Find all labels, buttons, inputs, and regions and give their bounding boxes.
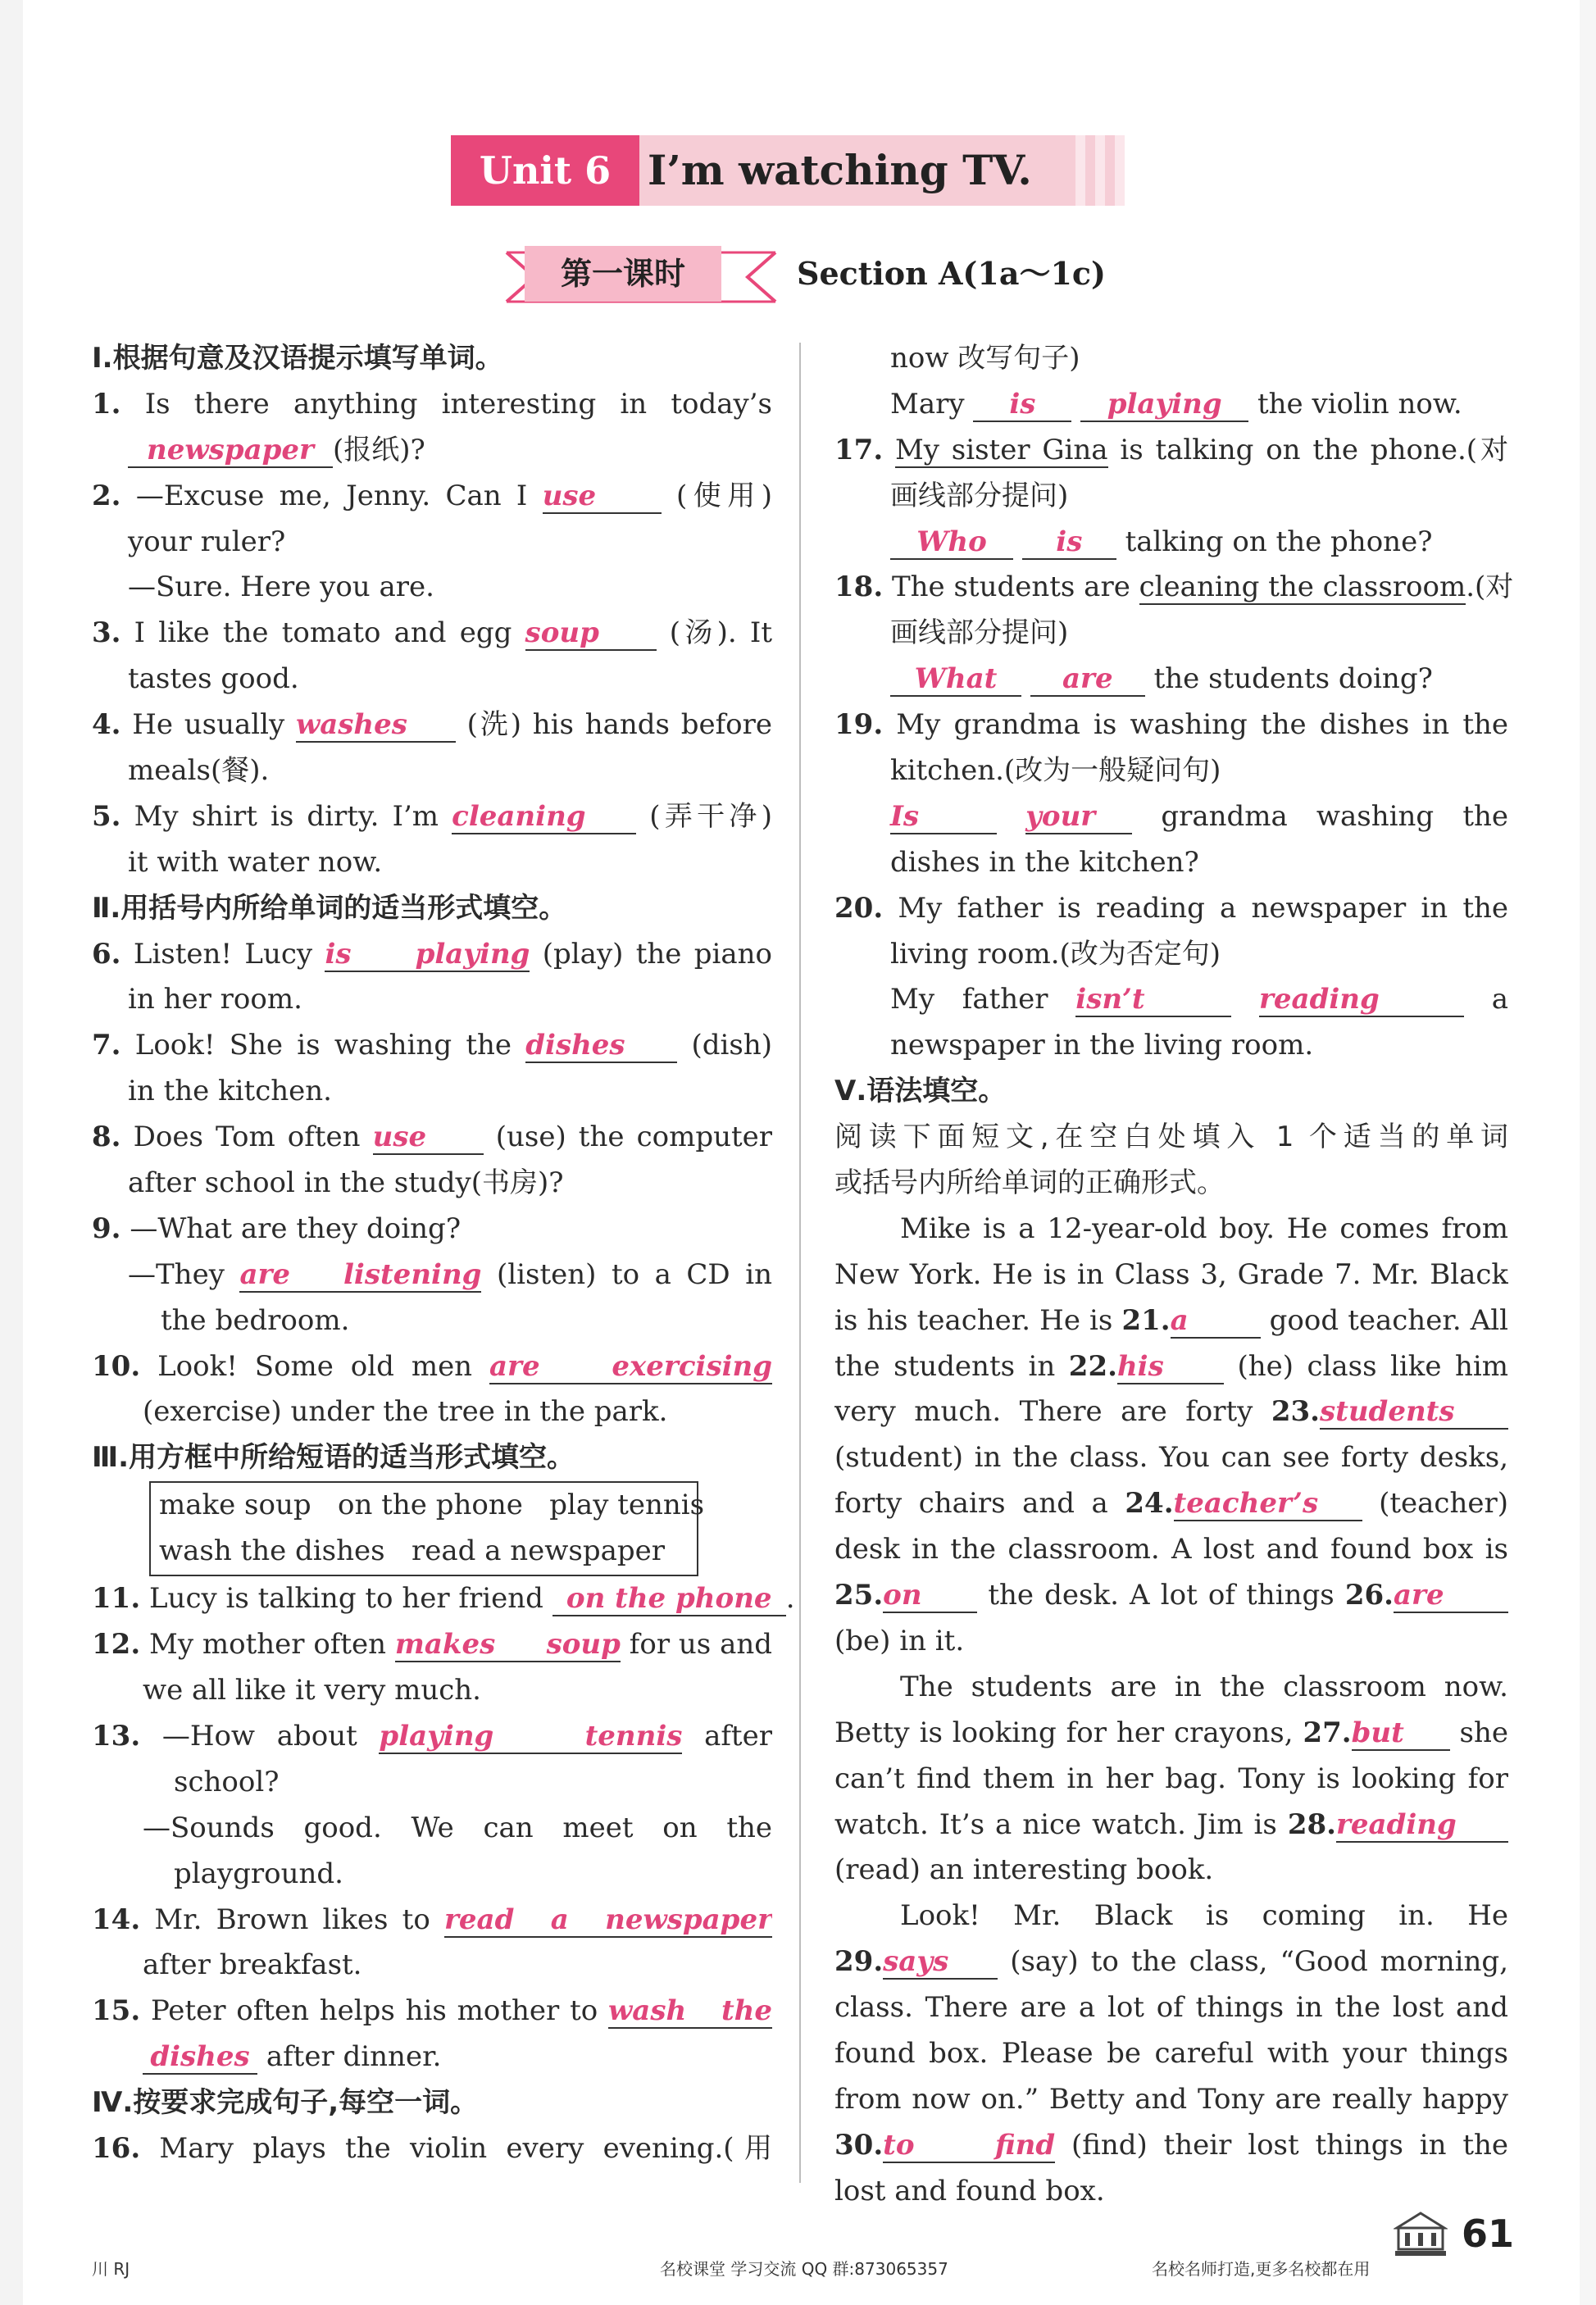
answer-blank[interactable]: on the phone — [552, 1582, 786, 1616]
answer-blank[interactable]: teacher’s — [1174, 1487, 1362, 1521]
question-1: 1. Is there anything interesting in today’s — [92, 387, 772, 421]
question-12-cont: we all like it very much. — [143, 1674, 481, 1707]
question-6: 6. Listen! Lucy is playing (play) the piano — [92, 937, 772, 971]
question-20-cont: living room.(改为否定句) — [890, 937, 1221, 971]
footer-slogan: 名校名师打造,更多名校都在用 — [1152, 2259, 1371, 2279]
answer-blank[interactable]: What — [890, 662, 1021, 697]
question-4-cont: meals(餐). — [128, 754, 270, 788]
answer-blank[interactable]: but — [1352, 1716, 1450, 1751]
section-heading: Ⅱ.用括号内所给单词的适当形式填空。 — [92, 891, 567, 925]
passage-line: Betty is looking for her crayons, 27.but she — [834, 1716, 1508, 1749]
question-13-cont: school? — [174, 1765, 280, 1798]
answer-blank[interactable]: a — [1171, 1304, 1261, 1339]
phrase-box — [149, 1481, 705, 1576]
question-8: 8. Does Tom often use (use) the computer — [92, 1121, 772, 1154]
question-19-cont: dishes in the kitchen? — [890, 845, 1199, 879]
answer-blank[interactable]: your — [1025, 800, 1132, 834]
question-2-cont: —Sure. Here you are. — [128, 571, 434, 604]
school-logo-icon — [1394, 2210, 1448, 2259]
question-4: 4. He usually washes (洗) his hands before — [92, 708, 772, 742]
question-14-cont: after breakfast. — [143, 1948, 362, 1982]
question-13-cont: playground. — [174, 1857, 343, 1890]
answer-blank[interactable]: newspaper — [128, 434, 333, 468]
question-10: 10. Look! Some old men are exercising — [92, 1349, 772, 1383]
question-19: 19. My grandma is washing the dishes in the — [834, 708, 1508, 742]
question-16-cont: now 改写句子) — [890, 342, 1080, 375]
page-number: 61 — [1462, 2212, 1515, 2256]
instruction: 或括号内所给单词的正确形式。 — [834, 1166, 1225, 1200]
question-7: 7. Look! She is washing the dishes (dish) — [92, 1029, 772, 1062]
question-20: 20. My father is reading a newspaper in the — [834, 891, 1508, 925]
answer-blank[interactable]: are — [1394, 1579, 1508, 1613]
passage-line: desk in the classroom. A lost and found box is — [834, 1533, 1508, 1566]
passage-line: watch. It’s a nice watch. Jim is 28.reading — [834, 1803, 1508, 1848]
answer-blank[interactable]: is — [973, 388, 1071, 422]
passage-line: is his teacher. He is 21.a good teacher. All — [834, 1303, 1508, 1337]
question-2: 2. —Excuse me, Jenny. Can I use (使用) — [92, 479, 772, 512]
question-8-cont: after school in the study(书房)? — [128, 1166, 564, 1200]
answer-blank[interactable]: read a newspaper — [444, 1903, 772, 1936]
passage-line: (be) in it. — [834, 1624, 965, 1657]
answer-blank[interactable]: use — [373, 1121, 484, 1155]
answer-blank[interactable]: reading — [1336, 1808, 1508, 1843]
question-19-answer: Is your grandma washing the — [890, 799, 1508, 833]
right-column — [834, 336, 1514, 2215]
question-3-cont: tastes good. — [128, 662, 299, 696]
question-20-cont: newspaper in the living room. — [890, 1029, 1314, 1062]
section-heading: Ⅰ.根据句意及汉语提示填写单词。 — [92, 342, 503, 375]
question-13-cont: —Sounds good. We can meet on the — [143, 1811, 772, 1844]
answer-blank[interactable]: is — [1022, 525, 1116, 560]
answer-blank[interactable]: Is — [890, 800, 997, 834]
answer-blank[interactable]: says — [883, 1945, 998, 1980]
passage-line: lost and found box. — [834, 2174, 1105, 2207]
answer-blank[interactable]: students — [1320, 1395, 1508, 1430]
answer-blank[interactable]: isn’t — [1075, 983, 1231, 1017]
passage-line: Mike is a 12-year-old boy. He comes from — [900, 1212, 1508, 1245]
answer-blank[interactable]: is playing — [325, 937, 530, 971]
question-15: 15. Peter often helps his mother to wash the — [92, 1994, 772, 2028]
phrase-row: make soup on the phone play tennis — [159, 1489, 705, 1522]
question-16: 16. Mary plays the violin every evening.(用 — [92, 2131, 772, 2165]
answer-blank[interactable]: washes — [296, 708, 456, 743]
question-14: 14. Mr. Brown likes to read a newspaper — [92, 1903, 772, 1936]
passage-line: The students are in the classroom now. — [900, 1670, 1508, 1703]
passage-line: 25.on the desk. A lot of things 26.are — [834, 1573, 1508, 1619]
banner-stripe — [1066, 135, 1125, 206]
lesson-label: 第一课时 — [560, 256, 685, 292]
passage-line: (read) an interesting book. — [834, 1853, 1214, 1887]
phrase-row: wash the dishes read a newspaper — [159, 1534, 666, 1568]
answer-blank[interactable]: are listening — [239, 1257, 482, 1291]
section-label: Section A(1a～1c) — [797, 255, 1107, 292]
question-10-cont: (exercise) under the tree in the park. — [143, 1395, 668, 1429]
answer-blank[interactable]: to find — [883, 2128, 1056, 2162]
answer-blank[interactable]: his — [1117, 1350, 1224, 1384]
question-12: 12. My mother often makes soup for us and — [92, 1628, 772, 1662]
question-3: 3. I like the tomato and egg soup (汤). It — [92, 616, 772, 650]
instruction: 阅读下面短文,在空白处填入 1 个适当的单词 — [834, 1121, 1508, 1154]
underlined-text: My sister Gina — [894, 433, 1108, 466]
question-9-cont: —They are listening (listen) to a CD in — [128, 1257, 772, 1291]
question-9: 9. —What are they doing? — [92, 1212, 462, 1245]
passage-line: Look! Mr. Black is coming in. He — [900, 1899, 1508, 1933]
answer-blank[interactable]: are exercising — [489, 1349, 772, 1383]
question-15-cont: dishes after dinner. — [92, 2034, 772, 2080]
passage-line: New York. He is in Class 3, Grade 7. Mr. Black — [834, 1257, 1508, 1291]
unit-title: I’m watching TV. — [648, 146, 1032, 194]
question-2-cont: your ruler? — [128, 525, 286, 558]
answer-blank[interactable]: reading — [1259, 983, 1464, 1017]
answer-blank[interactable]: dishes — [525, 1029, 677, 1063]
question-11: 11. Lucy is talking to her friend on the phone . — [92, 1582, 795, 1616]
passage-line: 29.says (say) to the class, “Good morning, — [834, 1945, 1508, 1979]
question-5: 5. My shirt is dirty. I’m cleaning (弄干净) — [92, 799, 772, 833]
footer-edition: 川 RJ — [92, 2259, 130, 2279]
underlined-text: cleaning the classroom — [1139, 571, 1466, 604]
answer-blank[interactable]: dishes — [143, 2040, 257, 2075]
passage-line: very much. There are forty 23.students — [834, 1389, 1508, 1435]
answer-blank[interactable]: use — [543, 480, 662, 514]
column-divider — [799, 343, 801, 2183]
answer-blank[interactable]: playing — [1080, 388, 1248, 422]
passage-line: from now on.” Betty and Tony are really happy — [834, 2082, 1508, 2116]
passage-line: 30.to find (find) their lost things in the — [834, 2128, 1508, 2162]
question-16-answer: Mary is playing the violin now. — [890, 387, 1462, 421]
question-1-cont: newspaper (报纸)? — [92, 428, 772, 474]
question-18: 18. The students are cleaning the classroom.(对 — [834, 571, 1514, 604]
section-heading: Ⅲ.用方框中所给短语的适当形式填空。 — [92, 1441, 575, 1475]
passage-line: class. There are a lot of things in the lost and — [834, 1991, 1508, 2025]
answer-blank[interactable]: are — [1030, 662, 1145, 697]
question-13: 13. —How about playing tennis after — [92, 1719, 772, 1753]
question-18-answer: What are the students doing? — [834, 657, 1508, 702]
question-20-answer: My father isn’t reading a — [890, 983, 1508, 1016]
answer-blank[interactable]: soup — [525, 616, 657, 651]
answer-blank[interactable]: on — [883, 1579, 977, 1613]
footer-qq-group: 名校课堂 学习交流 QQ 群:873065357 — [660, 2259, 948, 2279]
passage-line: (student) in the class. You can see forty desks, — [834, 1441, 1508, 1475]
passage-line: the students in 22.his (he) class like him — [834, 1349, 1508, 1383]
question-17-cont: 画线部分提问) — [890, 479, 1069, 512]
question-17: 17. My sister Gina is talking on the phone.(对 — [834, 433, 1508, 466]
section-heading: Ⅴ.语法填空。 — [834, 1075, 1007, 1108]
question-18-cont: 画线部分提问) — [890, 616, 1069, 650]
passage-line: can’t find them in her bag. Tony is looking for — [834, 1762, 1508, 1795]
unit-label: Unit 6 — [451, 135, 639, 206]
question-7-cont: in the kitchen. — [128, 1075, 332, 1108]
answer-blank[interactable]: makes soup — [394, 1628, 621, 1662]
left-column — [92, 336, 795, 2172]
answer-blank[interactable]: cleaning — [452, 800, 636, 834]
answer-blank[interactable]: wash the — [608, 1994, 772, 2028]
passage-line: forty chairs and a 24.teacher’s (teacher) — [834, 1487, 1508, 1521]
question-6-cont: in her room. — [128, 983, 302, 1016]
answer-blank[interactable]: Who — [890, 525, 1013, 560]
passage-line: found box. Please be careful with your things — [834, 2036, 1508, 2070]
answer-blank[interactable]: playing tennis — [379, 1719, 683, 1753]
question-19-cont: kitchen.(改为一般疑问句) — [890, 754, 1221, 788]
question-5-cont: it with water now. — [128, 845, 383, 879]
section-heading: Ⅳ.按要求完成句子,每空一词。 — [92, 2086, 479, 2120]
question-17-answer: Who is talking on the phone? — [834, 520, 1508, 566]
question-9-cont: the bedroom. — [161, 1303, 350, 1337]
